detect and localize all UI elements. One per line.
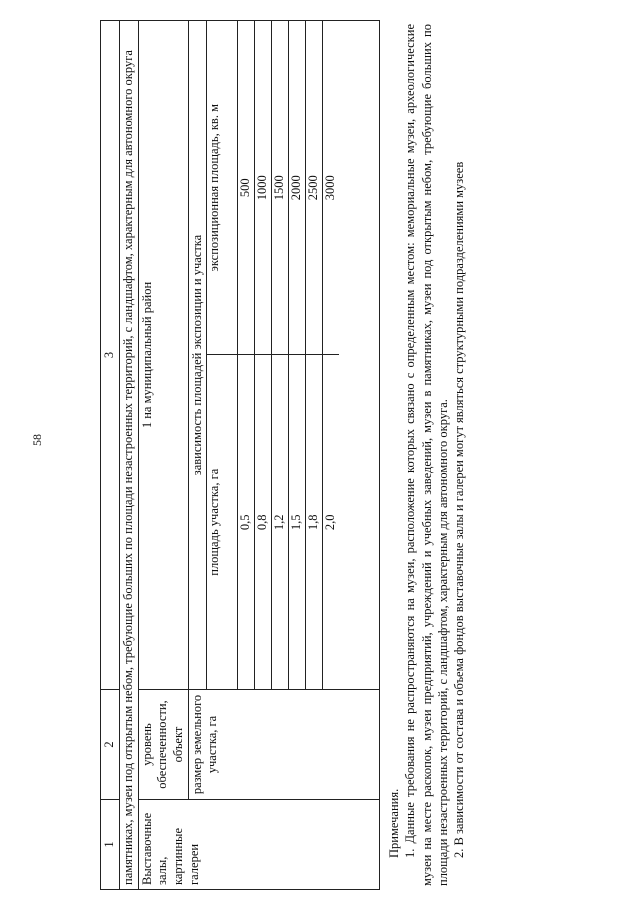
note-1: 1. Данные требования не распространяются на музеи, расположение которых связано с определенным местом: мемориальные музеи, археологические музеи на месте раскопок, музеи предприятий, учреждений и учебных заведений, музеи в памятниках, музеи под открытым небом, требующие больших по площади незастроенных территорий, с ландшафтом, характерным для автономного округа. <box>403 24 450 886</box>
table-header-row <box>101 21 120 890</box>
table-row <box>238 21 255 689</box>
col-expo-area: экспозиционная площадь, кв. м <box>207 21 238 355</box>
table-row <box>306 21 323 689</box>
table-row <box>272 21 289 689</box>
dependency-table <box>207 21 339 689</box>
table-row-level <box>138 21 188 890</box>
expo-value: 2000 <box>289 21 306 355</box>
plot-value: 1,5 <box>289 355 306 689</box>
plot-value: 0,5 <box>238 355 255 689</box>
plot-value: 0,8 <box>255 355 272 689</box>
table-row <box>255 21 272 689</box>
continuation-row <box>120 21 139 890</box>
note-2: 2. В зависимости от состава и объема фондов выставочные залы и галереи могут являться структурными подразделениями музеев <box>452 161 467 858</box>
level-value: 1 на муниципальный район <box>138 21 188 690</box>
notes-section <box>380 20 467 890</box>
plot-value: 1,2 <box>272 355 289 689</box>
notes-title: Примечания. <box>387 788 402 858</box>
table-row <box>289 21 306 689</box>
col-plot-area: площадь участка, га <box>207 355 238 689</box>
header-col-2: 2 <box>101 690 120 800</box>
header-col-1: 1 <box>101 800 120 890</box>
expo-value: 500 <box>238 21 255 355</box>
expo-value: 1500 <box>272 21 289 355</box>
expo-value: 2500 <box>306 21 323 355</box>
requirements-table <box>100 20 380 890</box>
plot-label: размер земельного участка, га <box>188 690 380 800</box>
plot-value: 2,0 <box>323 355 340 689</box>
dependency-title: зависимость площадей экспозиции и участка <box>189 21 208 689</box>
expo-value: 3000 <box>323 21 340 355</box>
table-row-plot <box>188 21 380 890</box>
continuation-text: памятниках, музеи под открытым небом, требующие больших по площади незастроенных территорий, с ландшафтом, характерным для автономного округа <box>120 21 139 890</box>
dependency-header-row <box>207 21 238 689</box>
plot-value: 1,8 <box>306 355 323 689</box>
category-cell: Выставочные залы, картинные галереи <box>138 800 380 890</box>
expo-value: 1000 <box>255 21 272 355</box>
table-row <box>323 21 340 689</box>
page-number: 58 <box>30 434 44 446</box>
rotated-page-content <box>100 20 620 890</box>
header-col-3: 3 <box>101 21 120 690</box>
dependency-cell <box>188 21 380 690</box>
level-label: уровень обеспеченности, объект <box>138 690 188 800</box>
